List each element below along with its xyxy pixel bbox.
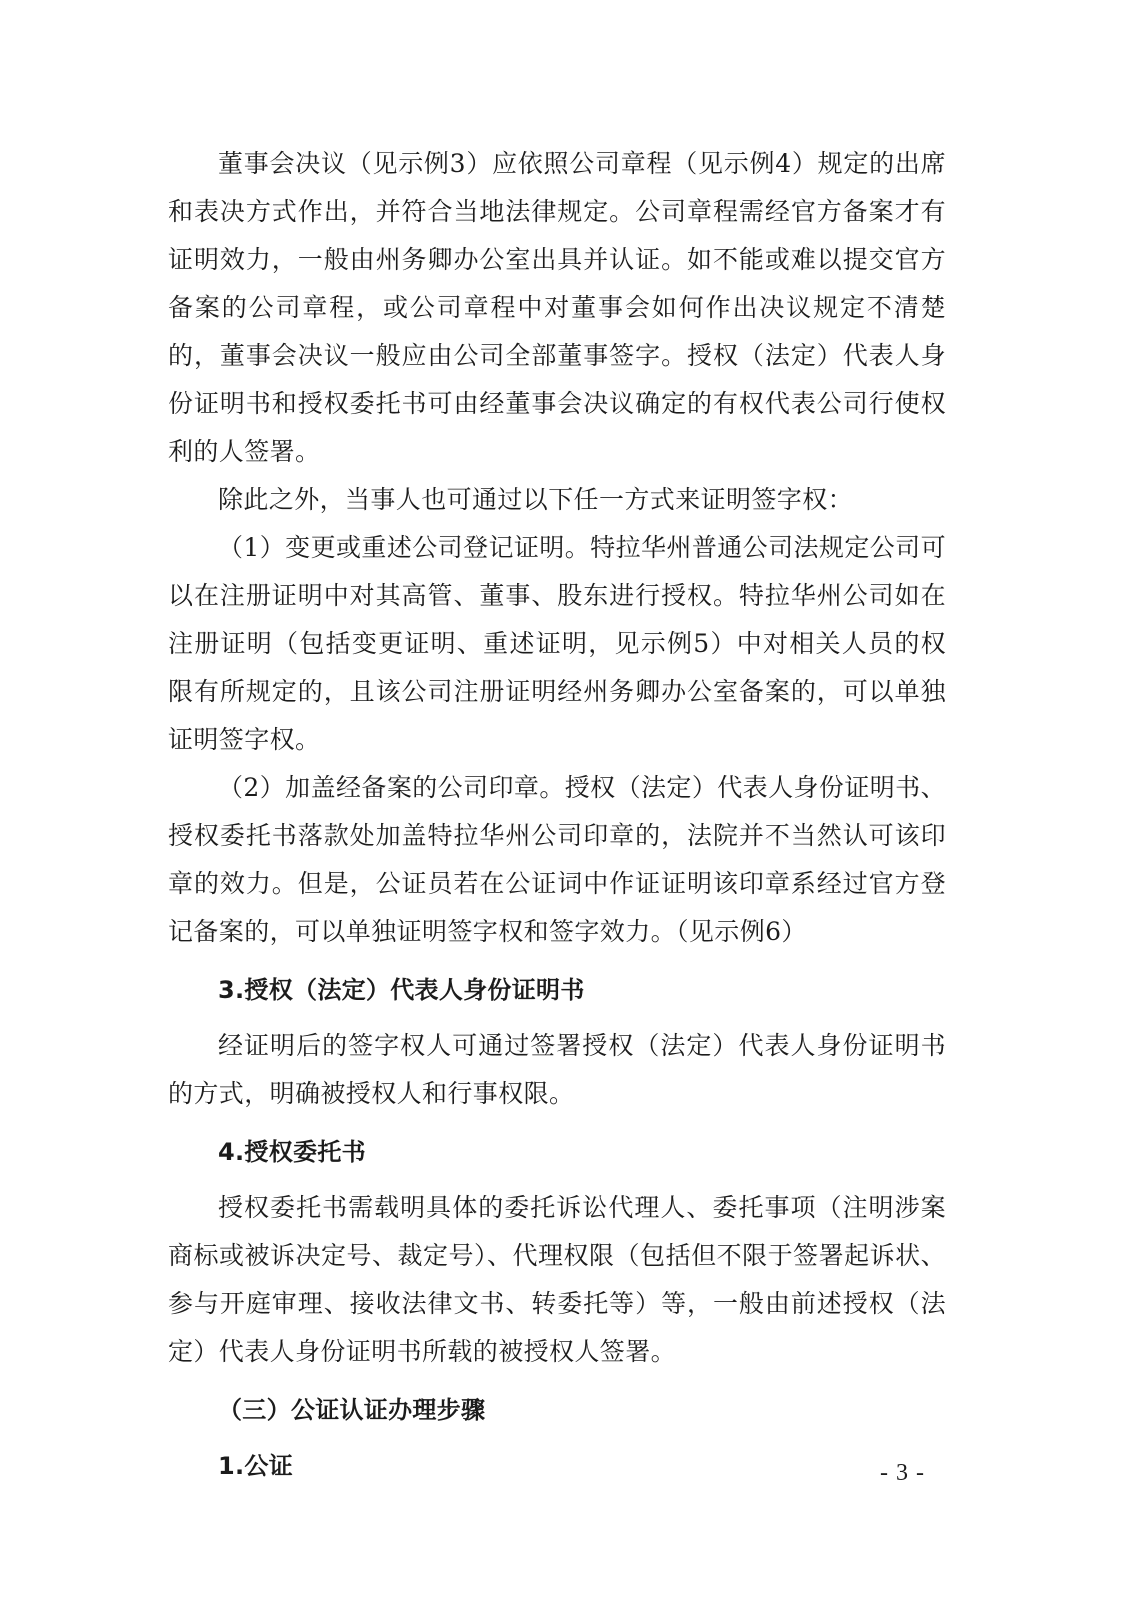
heading-identity-certificate: 3.授权（法定）代表人身份证明书 [218,976,585,1004]
spacer [168,956,946,966]
page-number: - 3 - [880,1460,925,1486]
spacer [168,1434,946,1442]
paragraph-method-1-certificate: （1）变更或重述公司登记证明。特拉华州普通公司法规定公司可以在注册证明中对其高管、董事、股东进行授权。特拉华州公司如在注册证明（包括变更证明、重述证明，见示例5）中对相关人员的权限有所规定的，且该公司注册证明经州务卿办公室备案的，可以单独证明签字权。 [168,533,946,754]
paragraph-method-2-seal: （2）加盖经备案的公司印章。授权（法定）代表人身份证明书、授权委托书落款处加盖特拉华州公司印章的，法院并不当然认可该印章的效力。但是，公证员若在公证词中作证证明该印章系经过官方登记备案的，可以单独证明签字权和签字效力。（见示例6） [168,773,946,946]
page-content [168,140,946,1490]
paragraph-power-of-attorney: 授权委托书需载明具体的委托诉讼代理人、委托事项（注明涉案商标或被诉决定号、裁定号）、代理权限（包括但不限于签署起诉状、参与开庭审理、接收法律文书、转委托等）等，一般由前述授权（法定）代表人身份证明书所载的被授权人签署。 [168,1193,946,1366]
spacer [168,1014,946,1022]
paragraph-board-resolution: 董事会决议（见示例3）应依照公司章程（见示例4）规定的出席和表决方式作出，并符合当地法律规定。公司章程需经官方备案才有证明效力，一般由州务卿办公室出具并认证。如不能或难以提交官方备案的公司章程，或公司章程中对董事会如何作出决议规定不清楚的，董事会决议一般应由公司全部董事签字。授权（法定）代表人身份证明书和授权委托书可由经董事会决议确定的有权代表公司行使权利的人签署。 [168,149,946,466]
paragraph-identity-certificate: 经证明后的签字权人可通过签署授权（法定）代表人身份证明书的方式，明确被授权人和行事权限。 [168,1031,946,1108]
heading-notarization: 1.公证 [218,1452,294,1480]
spacer [168,1376,946,1386]
spacer [168,1118,946,1128]
heading-power-of-attorney: 4.授权委托书 [218,1138,366,1166]
paragraph-alternative-methods-intro: 除此之外，当事人也可通过以下任一方式来证明签字权： [218,485,854,514]
spacer [168,1176,946,1184]
heading-section-notarization-steps: （三）公证认证办理步骤 [218,1396,486,1424]
